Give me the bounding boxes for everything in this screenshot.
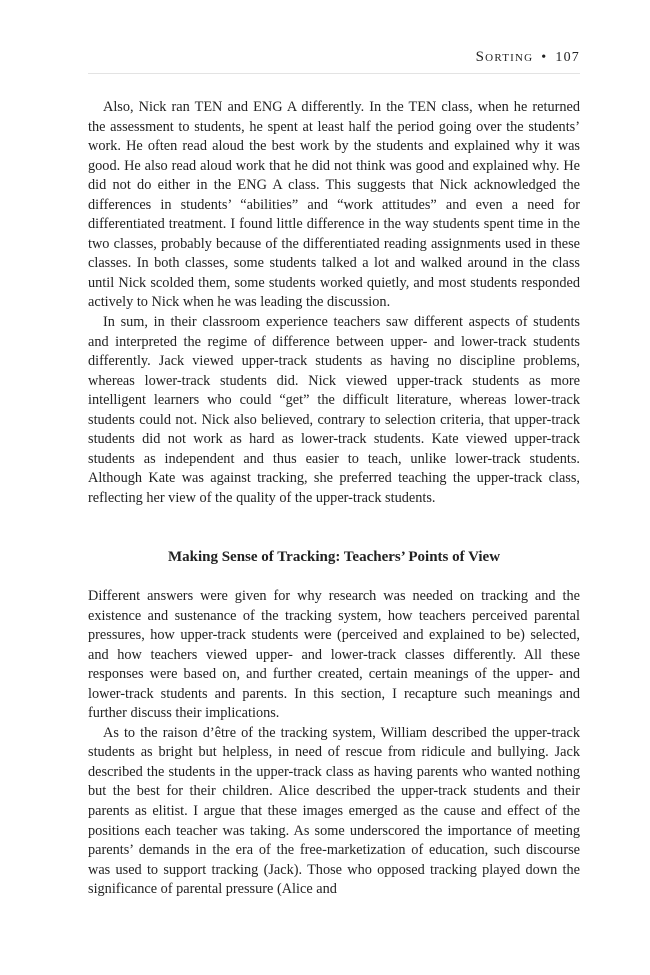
- paragraph: As to the raison d’être of the tracking system, William described the upper-track students as bright but helpless, in need of rescue from ridicule and bullying. Jack described the students in the upper-track class as having parents who wanted nothing but the best for their children. Alice described the upper-track students and their parents as elitist. I argue that these images emerged as the cause and effect of the positions each teacher was taking. As some underscored the importance of meeting parents’ demands in the era of the free-marketization of education, such discourse was used to support tracking (Jack). Those who opposed tracking played down the significance of parental pressure (Alice and: [88, 724, 580, 898]
- running-head-title: Sorting: [475, 49, 534, 65]
- paragraph: Different answers were given for why research was needed on tracking and the existence and sustenance of the tracking system, how teachers perceived parental pressures, how upper-track students were (perceived and explained to be) selected, and how teachers viewed upper- and lower-track classes differently. All these responses were based on, and further created, certain meanings of the upper- and lower-track students and parents. In this section, I recapture such meanings and further discuss their implications.: [88, 588, 580, 722]
- section-heading: Making Sense of Tracking: Teachers’ Points of View: [167, 549, 501, 565]
- body-text-top: [88, 98, 580, 508]
- body-text-bottom: [88, 587, 580, 900]
- running-head-separator: •: [541, 50, 548, 65]
- page-number: 107: [555, 50, 580, 65]
- running-head: [88, 49, 580, 66]
- paragraph: In sum, in their classroom experience teachers saw different aspects of students and interpreted the regime of difference between upper- and lower-track students differently. Jack viewed upper-track students as having no discipline problems, whereas lower-track students did. Nick viewed upper-track students as more intelligent learners who could “get” the difficult literature, whereas lower-track students could not. Nick also believed, contrary to selection criteria, that upper-track students did not work as hard as lower-track students. Kate viewed upper-track students as independent and thus easier to teach, unlike lower-track students. Although Kate was against tracking, she preferred teaching the upper-track class, reflecting her view of the quality of the upper-track students.: [88, 314, 580, 506]
- header-rule: [88, 73, 580, 74]
- paragraph: Also, Nick ran TEN and ENG A differently. In the TEN class, when he returned the assessment to students, he spent at least half the period going over the students’ work. He often read aloud the best work by the students and explained why it was good. He also read aloud work that he did not think was good and explained why. He did not do either in the ENG A class. This suggests that Nick acknowledged the differences in students’ “abilities” and “work attitudes” and even a need for differentiated treatment. I found little difference in the way students spent time in the two classes, probably because of the differentiated reading assignments used in these classes. In both classes, some students talked a lot and walked around in the class until Nick scolded them, some students worked quietly, and most students responded actively to Nick when he was leading the discussion.: [88, 99, 580, 311]
